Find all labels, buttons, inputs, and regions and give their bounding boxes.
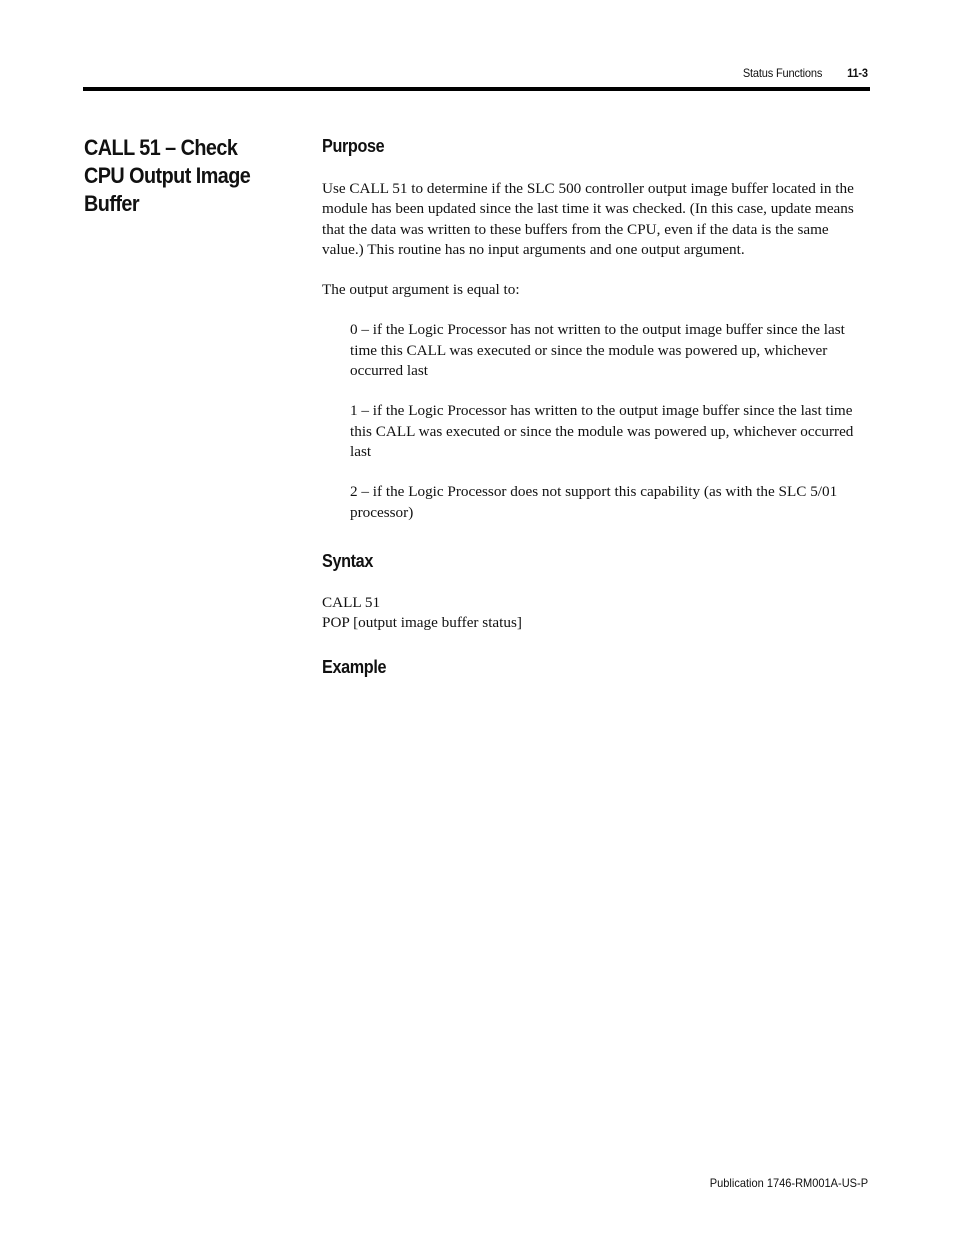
output-value-2: 2 – if the Logic Processor does not support this capability (as with the SLC 5/01 processor) — [350, 483, 838, 521]
header-page-number: 11-3 — [847, 66, 868, 80]
section-title: CALL 51 – Check CPU Output Image Buffer — [84, 135, 251, 216]
page-header — [743, 66, 868, 80]
output-equal-text: The output argument is equal to: — [322, 281, 520, 299]
purpose-intro: Use CALL 51 to determine if the SLC 500 controller output image buffer located in the module has been updated since the last time it was checked. (In this case, update means that the data was written to these buffers from the CPU, even if the data is the same value.) This routine has no input arguments and one output argument. — [322, 180, 854, 258]
syntax-line-2: POP [output image buffer status] — [322, 614, 522, 632]
header-rule — [83, 87, 870, 91]
page-footer: Publication 1746-RM001A-US-P — [709, 1176, 868, 1190]
syntax-heading: Syntax — [322, 550, 373, 571]
header-section-title: Status Functions — [742, 66, 823, 80]
output-value-1: 1 – if the Logic Processor has written to the output image buffer since the last time this CALL was executed or since the module was powered up, whichever occurred last — [350, 402, 854, 460]
main-content — [322, 134, 869, 679]
syntax-line-1: CALL 51 — [322, 593, 381, 611]
purpose-heading: Purpose — [322, 136, 385, 156]
output-value-0: 0 – if the Logic Processor has not written to the output image buffer since the last time this CALL was executed or since the module was powered up, whichever occurred last — [350, 321, 845, 380]
example-heading: Example — [322, 657, 387, 678]
syntax-block — [322, 593, 869, 634]
